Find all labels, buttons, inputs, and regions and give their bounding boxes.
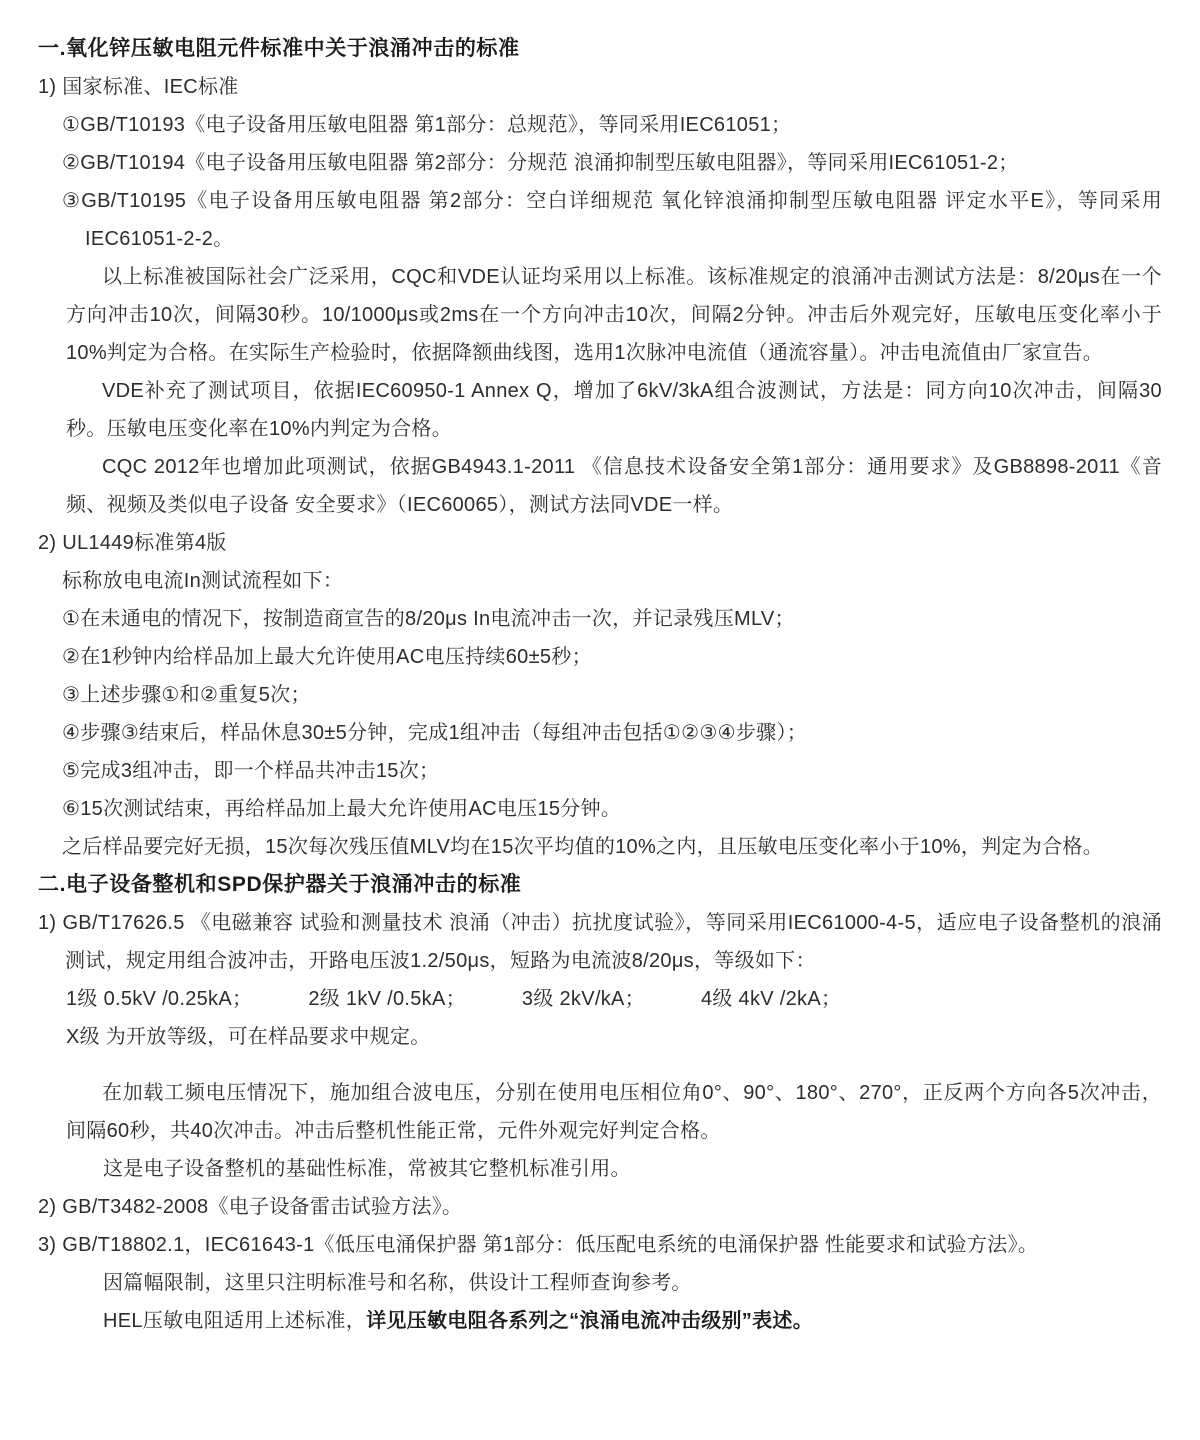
section-2-item-3: 3) GB/T18802.1，IEC61643-1《低压电涌保护器 第1部分：低压配电系统的电涌保护器 性能要求和试验方法》。 xyxy=(38,1234,1039,1256)
test-step-2: ②在1秒钟内给样品加上最大允许使用AC电压持续60±5秒； xyxy=(62,646,592,668)
grade-level-1: 1级 0.5kV /0.25kA； xyxy=(66,988,253,1010)
section-2-item-1: 1) GB/T17626.5 《电磁兼容 试验和测量技术 浪涌（冲击）抗扰度试验》，等同采用IEC61000-4-5，适应电子设备整机的浪涌测试，规定用组合波冲击，开路电压波1.2/50μs，短路为电流波8/20μs，等级如下： xyxy=(38,912,1162,972)
section-2-paragraph-2: 这是电子设备整机的基础性标准，常被其它整机标准引用。 xyxy=(103,1158,631,1180)
section-1-item-2: 2) UL1449标准第4版 xyxy=(38,532,227,554)
standard-gbt10195: ③GB/T10195《电子设备用压敏电阻器 第2部分：空白详细规范 氧化锌浪涌抑制型压敏电阻器 评定水平E》，等同采用IEC61051-2-2。 xyxy=(62,190,1162,250)
test-flow-intro: 标称放电电流In测试流程如下： xyxy=(62,570,344,592)
grade-level-2: 2级 1kV /0.5kA； xyxy=(308,988,466,1010)
section-2-note-1: 因篇幅限制，这里只注明标准号和名称，供设计工程师查询参考。 xyxy=(103,1272,692,1294)
standard-gbt10194: ②GB/T10194《电子设备用压敏电阻器 第2部分：分规范 浪涌抑制型压敏电阻器》，等同采用IEC61051-2； xyxy=(62,152,1019,174)
section-2-note-2 xyxy=(103,1302,1162,1340)
section-1-item-1: 1) 国家标准、IEC标准 xyxy=(38,76,239,98)
test-step-4: ④步骤③结束后，样品休息30±5分钟，完成1组冲击（每组冲击包括①②③④步骤）； xyxy=(62,722,808,744)
grade-level-x: X级 为开放等级，可在样品要求中规定。 xyxy=(66,1026,431,1048)
note-2-bold-part: 详见压敏电阻各系列之“浪涌电流冲击级别”表述。 xyxy=(366,1310,814,1332)
section-1-paragraph-cqc: CQC 2012年也增加此项测试，依据GB4943.1-2011 《信息技术设备安全第1部分：通用要求》及GB8898-2011《音频、视频及类似电子设备 安全要求》（IEC60065），测试方法同VDE一样。 xyxy=(66,456,1162,516)
section-1-paragraph-vde: VDE补充了测试项目，依据IEC60950-1 Annex Q，增加了6kV/3kA组合波测试，方法是：同方向10次冲击，间隔30秒。压敏电压变化率在10%内判定为合格。 xyxy=(66,380,1162,440)
section-2-item-2: 2) GB/T3482-2008《电子设备雷击试验方法》。 xyxy=(38,1196,463,1218)
test-step-3: ③上述步骤①和②重复5次； xyxy=(62,684,311,706)
section-2-paragraph-1: 在加载工频电压情况下，施加组合波电压，分别在使用电压相位角0°、90°、180°、270°，正反两个方向各5次冲击，间隔60秒，共40次冲击。冲击后整机性能正常，元件外观完好判定合格。 xyxy=(66,1082,1162,1142)
grade-level-3: 3级 2kV/kA； xyxy=(521,988,645,1010)
section-2-heading: 二.电子设备整机和SPD保护器关于浪涌冲击的标准 xyxy=(38,873,522,896)
section-1-paragraph-1: 以上标准被国际社会广泛采用，CQC和VDE认证均采用以上标准。该标准规定的浪涌冲击测试方法是：8/20μs在一个方向冲击10次，间隔30秒。10/1000μs或2ms在一个方向冲击10次，间隔2分钟。冲击后外观完好，压敏电压变化率小于10%判定为合格。在实际生产检验时，依据降额曲线图，选用1次脉冲电流值（通流容量）。冲击电流值由厂家宣告。 xyxy=(66,266,1162,364)
test-step-5: ⑤完成3组冲击，即一个样品共冲击15次； xyxy=(62,760,440,782)
grade-level-4: 4级 4kV /2kA； xyxy=(700,988,842,1010)
test-step-6: ⑥15次测试结束，再给样品加上最大允许使用AC电压15分钟。 xyxy=(62,798,622,820)
note-2-normal-part: HEL压敏电阻适用上述标准， xyxy=(103,1310,367,1332)
test-step-1: ①在未通电的情况下，按制造商宣告的8/20μs In电流冲击一次，并记录残压MLV； xyxy=(62,608,795,630)
standard-gbt10193: ①GB/T10193《电子设备用压敏电阻器 第1部分：总规范》，等同采用IEC61051； xyxy=(62,114,792,136)
section-1-heading: 一.氧化锌压敏电阻元件标准中关于浪涌冲击的标准 xyxy=(38,37,520,60)
test-conclusion: 之后样品要完好无损，15次每次残压值MLV均在15次平均值的10%之内，且压敏电压变化率小于10%，判定为合格。 xyxy=(62,836,1103,858)
surge-grade-levels xyxy=(66,980,1162,1018)
